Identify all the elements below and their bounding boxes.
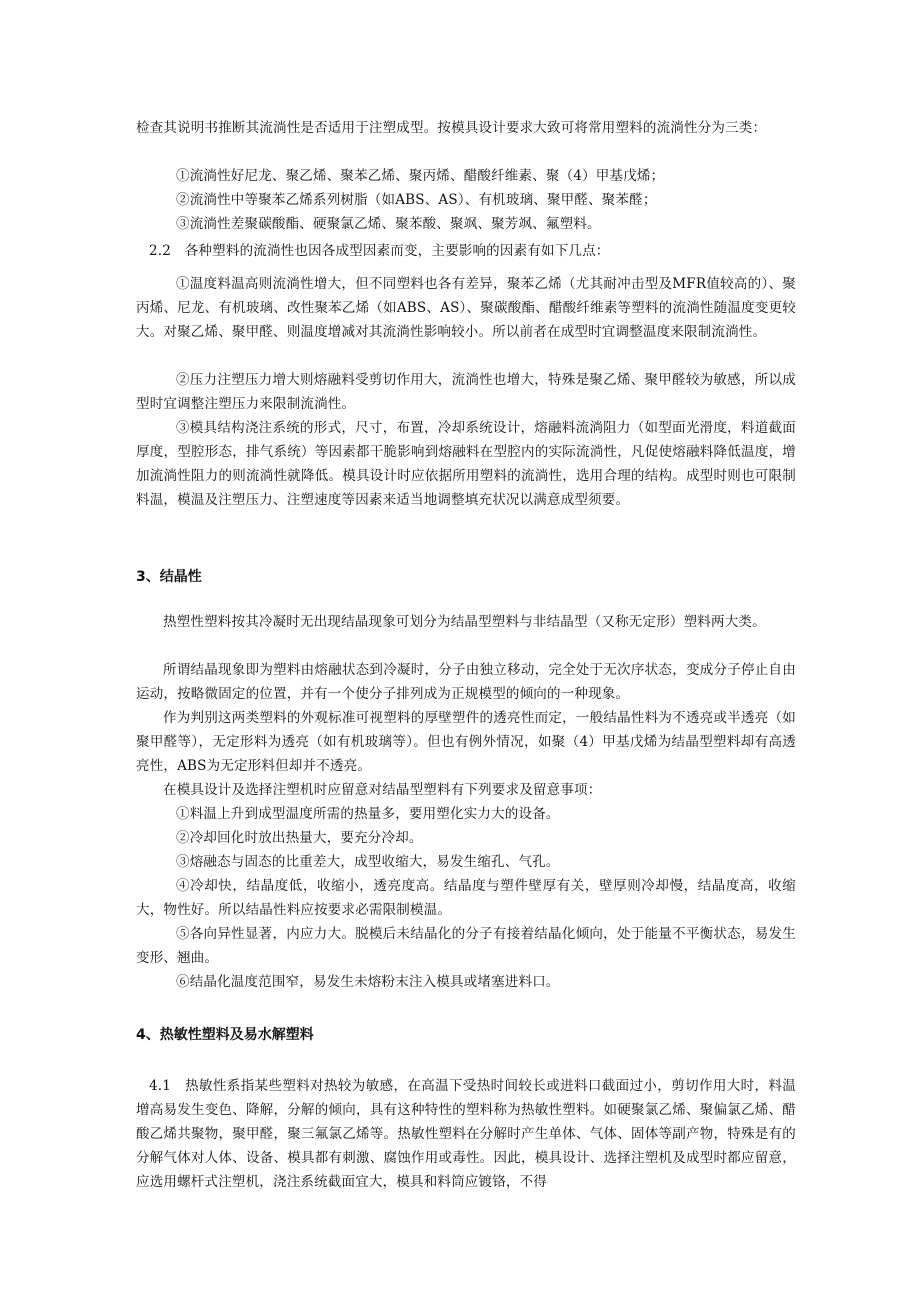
heading-crystallinity: 3、结晶性 <box>136 569 202 585</box>
paragraph-flowability-classes: 检查其说明书推断其流淌性是否适用于注塑成型。按模具设计要求大致可将常用塑料的流淌性分为三类： <box>136 120 767 136</box>
list-item-crystal-6: ⑥结晶化温度范围窄，易发生未熔粉末注入模具或堵塞进料口。 <box>176 974 560 990</box>
paragraph-crystal-transparency: 作为判别这两类塑料的外观标准可视塑料的厚壁塑件的透亮性而定，一般结晶性料为不透亮或半透亮（如聚甲醛等），无定形料为透亮（如有机玻璃等）。但也有例外情况，如聚（4）甲基戊烯为结晶型塑料却有高透亮性，ABS为无定形料但却并不透亮。 <box>136 710 796 774</box>
list-item-medium-flow: ②流淌性中等聚苯乙烯系列树脂（如ABS、AS）、有机玻璃、聚甲醛、聚苯醛； <box>176 192 657 208</box>
paragraph-crystal-phenomenon: 所谓结晶现象即为塑料由熔融状态到冷凝时，分子由独立移动，完全处于无次序状态，变成分子停止自由运动，按略微固定的位置，并有一个使分子排列成为正规模型的倾向的一种现象。 <box>136 662 796 702</box>
list-item-crystal-2: ②冷却回化时放出热量大，要充分冷却。 <box>176 830 423 846</box>
list-item-crystal-5: ⑤各向异性显著，内应力大。脱模后未结晶化的分子有接着结晶化倾向，处于能量不平衡状态，易发生变形、翘曲。 <box>136 926 796 966</box>
paragraph-pressure: ②压力注塑压力增大则熔融料受剪切作用大，流淌性也增大，特殊是聚乙烯、聚甲醛较为敏感，所以成型时宜调整注塑压力来限制流淌性。 <box>136 372 796 412</box>
list-item-poor-flow: ③流淌性差聚碳酸酯、硬聚氯乙烯、聚苯酸、聚飒、聚芳飒、氟塑料。 <box>176 216 601 232</box>
heading-heat-sensitive: 4、热敏性塑料及易水解塑料 <box>136 1027 314 1043</box>
paragraph-crystal-types: 热塑性塑料按其冷凝时无出现结晶现象可划分为结晶型塑料与非结晶型（又称无定形）塑料两大类。 <box>163 614 766 630</box>
list-item-good-flow: ①流淌性好尼龙、聚乙烯、聚苯乙烯、聚丙烯、醋酸纤维素、聚（4）甲基戊烯； <box>176 168 665 184</box>
list-item-crystal-3: ③熔融态与固态的比重差大，成型收缩大，易发生缩孔、气孔。 <box>176 854 560 870</box>
section-2-2: 2.2 各种塑料的流淌性也因各成型因素而变，主要影响的因素有如下几点： <box>149 243 610 259</box>
paragraph-temperature: ①温度料温高则流淌性增大，但不同塑料也各有差异，聚苯乙烯（尤其耐冲击型及MFR值较高的）、聚丙烯、尼龙、有机玻璃、改性聚苯乙烯（如ABS、AS）、聚碳酸酯、醋酸纤维素等塑料的流淌性随温度变更较大。对聚乙烯、聚甲醛、则温度增减对其流淌性影响较小。所以前者在成型时宜调整温度来限制流淌性。 <box>136 276 796 340</box>
list-item-crystal-4: ④冷却快，结晶度低，收缩小，透亮度高。结晶度与塑件壁厚有关，壁厚则冷却慢，结晶度高，收缩大，物性好。所以结晶性料应按要求必需限制模温。 <box>136 878 796 918</box>
paragraph-heat-sensitive: 4.1 热敏性系指某些塑料对热较为敏感，在高温下受热时间较长或进料口截面过小，剪切作用大时，料温增高易发生变色、降解，分解的倾向，具有这种特性的塑料称为热敏性塑料。如硬聚氯乙烯、聚偏氯乙烯、醋酸乙烯共聚物，聚甲醛，聚三氟氯乙烯等。热敏性塑料在分解时产生单体、气体、固体等副产物，特殊是有的分解气体对人体、设备、模具都有刺激、腐蚀作用或毒性。因此，模具设计、选择注塑机及成型时都应留意，应选用螺杆式注塑机，浇注系统截面宜大，模具和料筒应镀铬，不得 <box>136 1078 796 1190</box>
paragraph-mold-structure: ③模具结构浇注系统的形式，尺寸，布置，冷却系统设计，熔融料流淌阻力（如型面光滑度，料道截面厚度，型腔形态，排气系统）等因素都干脆影响到熔融料在型腔内的实际流淌性，凡促使熔融料降低温度，增加流淌性阻力的则流淌性就降低。模具设计时应依据所用塑料的流淌性，选用合理的结构。成型时则也可限制料温，模温及注塑压力、注塑速度等因素来适当地调整填充状况以满意成型须要。 <box>136 420 796 508</box>
list-item-crystal-1: ①料温上升到成型温度所需的热量多，要用塑化实力大的设备。 <box>176 806 560 822</box>
paragraph-crystal-requirements: 在模具设计及选择注塑机时应留意对结晶型塑料有下列要求及留意事项： <box>163 782 602 798</box>
